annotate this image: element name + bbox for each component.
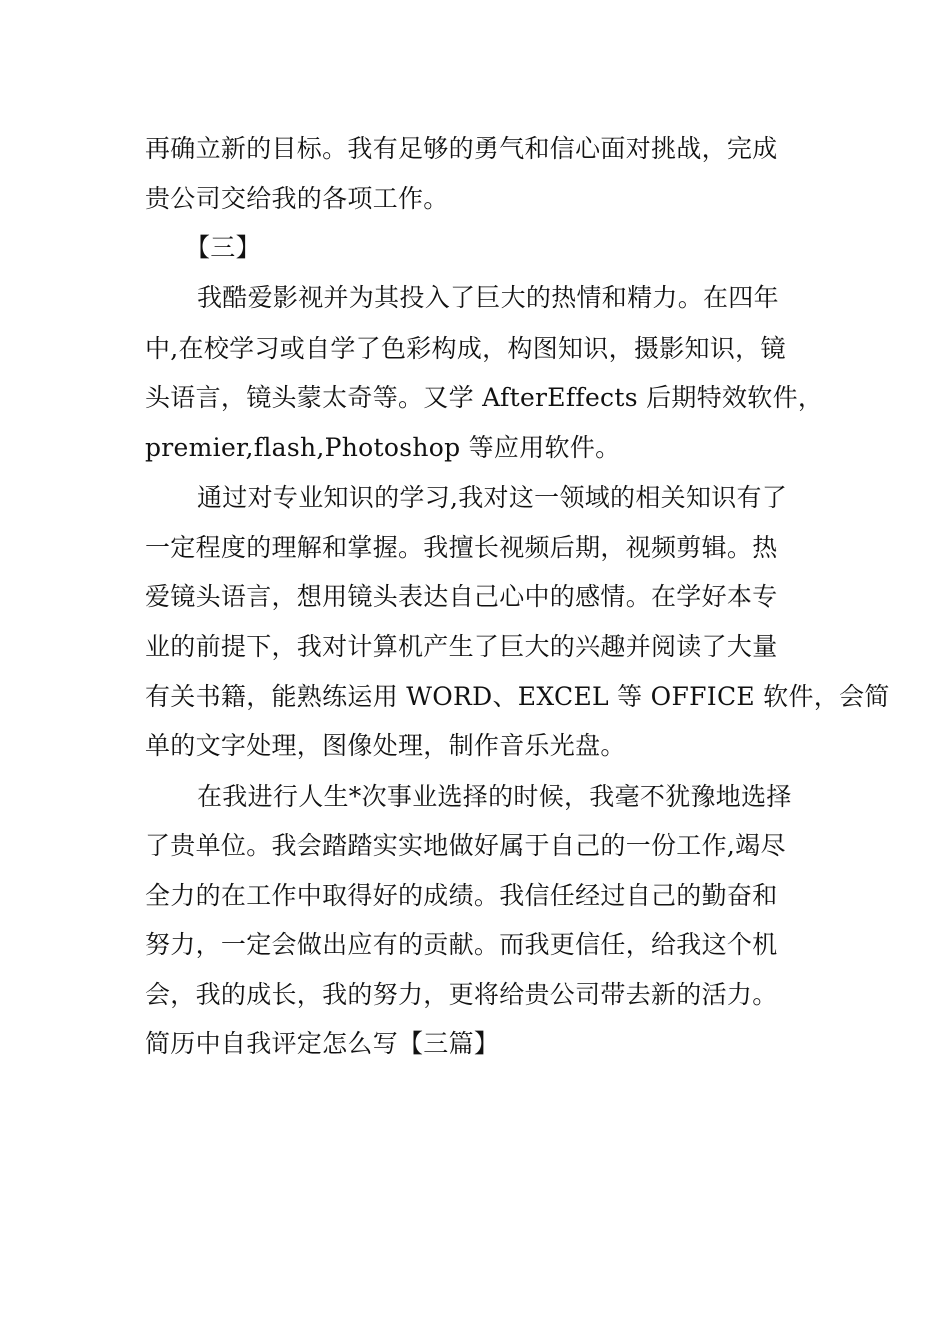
paragraph-first-line: 我酷爱影视并为其投入了巨大的热情和精力。在四年 xyxy=(197,283,779,312)
text-line: 业的前提下，我对计算机产生了巨大的兴趣并阅读了大量 xyxy=(145,632,778,661)
section-marker: 【三】 xyxy=(185,233,261,262)
paragraph-first-line: 通过对专业知识的学习,我对这一领域的相关知识有了 xyxy=(197,483,788,512)
text-line: 一定程度的理解和掌握。我擅长视频后期，视频剪辑。热 xyxy=(145,533,778,562)
text-line: 头语言，镜头蒙太奇等。又学 AfterEffects 后期特效软件， xyxy=(145,383,824,412)
text-line: 会，我的成长，我的努力，更将给贵公司带去新的活力。 xyxy=(145,980,778,1009)
paragraph-first-line: 在我进行人生*次事业选择的时候，我毫不犹豫地选择 xyxy=(197,782,792,811)
text-line: 了贵单位。我会踏踏实实地做好属于自己的一份工作,竭尽 xyxy=(145,831,786,860)
text-line: premier,flash,Photoshop 等应用软件。 xyxy=(145,433,621,462)
text-line: 单的文字处理，图像处理，制作音乐光盘。 xyxy=(145,731,626,760)
text-line: 贵公司交给我的各项工作。 xyxy=(145,184,449,213)
text-line: 再确立新的目标。我有足够的勇气和信心面对挑战，完成 xyxy=(145,134,778,163)
text-line: 全力的在工作中取得好的成绩。我信任经过自己的勤奋和 xyxy=(145,881,778,910)
text-line: 努力，一定会做出应有的贡献。而我更信任，给我这个机 xyxy=(145,930,778,959)
text-line: 爱镜头语言，想用镜头表达自己心中的感情。在学好本专 xyxy=(145,582,778,611)
text-line: 中,在校学习或自学了色彩构成，构图知识，摄影知识，镜 xyxy=(145,334,786,363)
text-line: 有关书籍，能熟练运用 WORD、EXCEL 等 OFFICE 软件，会简 xyxy=(145,682,890,711)
document-footer-title: 简历中自我评定怎么写【三篇】 xyxy=(145,1029,500,1058)
